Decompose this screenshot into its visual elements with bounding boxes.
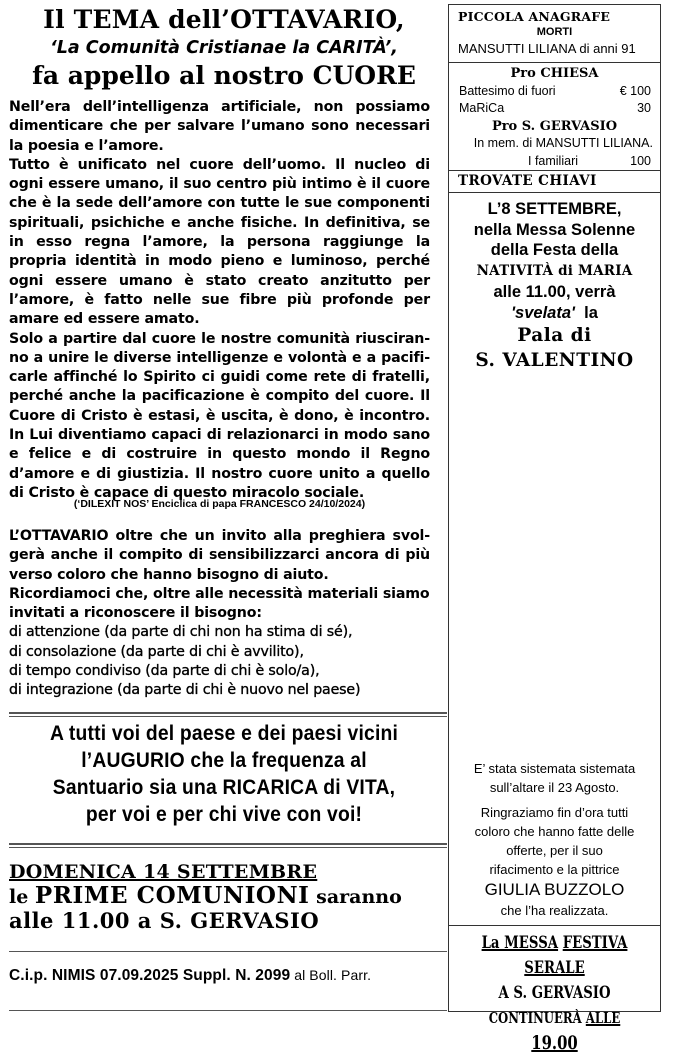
- pro-gervasio-memo: In mem. di MANSUTTI LILIANA.: [473, 136, 653, 150]
- footer-suffix: al Boll. Parr.: [290, 967, 372, 983]
- communion-text: le: [9, 886, 35, 908]
- announcement-line: nella Messa Solenne: [473, 220, 636, 239]
- divider: [9, 1010, 447, 1011]
- augurio-line: A tutti voi del paese e dei paesi vicini: [49, 722, 399, 745]
- pala-title: Pala di: [517, 325, 592, 347]
- mass-type: FESTIVA SERALE: [524, 933, 628, 978]
- thanks-line: offerte, per il suo: [506, 843, 603, 858]
- ottavario-text: [9, 527, 430, 701]
- thanks-line: coloro che hanno fatte delle: [474, 824, 635, 839]
- augurio-message: [26, 720, 422, 828]
- sidebar-divider: [448, 170, 661, 171]
- pala-announcement: [450, 199, 659, 373]
- pala-saint: S. VALENTINO: [475, 350, 634, 372]
- paragraph-ricordiamoci: Ricordiamoci che, oltre alle necessità materiali siamo invitati a riconoscere il bisogno:: [9, 585, 430, 622]
- communion-line: [9, 884, 402, 909]
- communion-title: PRIME COMUNIONI: [34, 882, 310, 909]
- footer-main: C.i.p. NIMIS 07.09.2025 Suppl. N. 2099: [9, 967, 291, 984]
- announcement-feast: NATIVITÀ di MARIA: [476, 263, 633, 280]
- restoration-note: [450, 759, 659, 920]
- need-item: di integrazione (da parte di chi è nuovo nel paese): [9, 682, 361, 699]
- citation: (‘DILEXIT NOS’ Enciclica di papa FRANCESCO 24/10/2024): [73, 498, 366, 510]
- announcement-line: della Festa della: [490, 241, 619, 260]
- donation-label: I familiari: [528, 154, 579, 168]
- publication-footer: [9, 965, 439, 986]
- paragraph-ottavario: L’OTTAVARIO oltre che un invito alla preghiera svol-gerà anche il compito di sensibilizzarci ancora di più verso coloro che hanno bisogno di aiuto.: [9, 528, 430, 583]
- mass-text: CONTINUERÀ: [488, 1009, 586, 1027]
- artist-name: GIULIA BUZZOLO: [484, 880, 625, 899]
- donation-label: Battesimo di fuori: [459, 84, 556, 98]
- morti-label: MORTI: [536, 26, 573, 38]
- divider: [9, 712, 447, 717]
- paragraph-comunita: Solo a partire dal cuore le nostre comunità riusciran-no a unire le diverse intelligenze e volontà e a pacifi-carle affinché lo Spirito ci guidi come rete di fratelli, perché anche la pacificazione è compito del cuore. Il Cuore di Cristo è estasi, è uscita, è dono, è incontro. In Lui diventiamo capaci di relazionarci in modo sano e felice e di costruire in questo mondo il Regno d’amore e di giustizia. Il nostro cuore unito a quello di Cristo è capace di questo miracolo sociale.: [9, 330, 430, 501]
- mass-title: La MESSA: [481, 933, 559, 953]
- mass-time: 19.00: [531, 1032, 578, 1054]
- pro-gervasio-title: Pro S. GERVASIO: [491, 119, 618, 134]
- need-item: di tempo condiviso (da parte di chi è solo/a),: [9, 663, 320, 680]
- sidebar-divider: [448, 925, 661, 926]
- paragraph-cuore: Tutto è unificato nel cuore dell’uomo. Il nucleo di ogni essere umano, il suo centro più intimo è il cuore che è la sede dell’amore con tutte le sue componenti spirituali, psichiche e anche fisiche. In definitiva, se in esso regna l’amore, la persona raggiunge la propria identità in modo pieno e luminoso, perché ogni essere umano è stato creato anzitutto per l’amore, è fatto nelle sue fibre più profonde per amare ed essere amato.: [9, 156, 430, 328]
- sidebar-divider: [448, 62, 661, 63]
- morti-entry: MANSUTTI LILIANA di anni 91: [458, 41, 636, 56]
- note-line: che l’ha realizzata.: [500, 903, 609, 918]
- thanks-line: Ringraziamo fin d’ora tutti: [480, 805, 629, 820]
- headline-appeal: fa appello al nostro CUORE: [32, 61, 416, 90]
- donation-amount: 100: [630, 154, 651, 168]
- divider: [9, 843, 447, 848]
- announcement-italic: 'svelata': [511, 303, 575, 322]
- pro-chiesa-list: [459, 83, 651, 117]
- donation-amount: € 100: [619, 84, 651, 98]
- need-item: di consolazione (da parte di chi è avvilito),: [9, 643, 304, 660]
- augurio-line: Santuario sia una RICARICA di VITA,: [52, 776, 396, 799]
- thanks-line: rifacimento e la pittrice: [489, 862, 620, 877]
- sidebar-divider: [448, 192, 661, 193]
- paragraph-ai: Nell’era dell’intelligenza artificiale, non possiamo dimenticare che per salvare l’umano sono necessari la poesia e l’amore.: [9, 99, 430, 154]
- mass-text: ALLE: [585, 1009, 621, 1027]
- anagrafe-title: PICCOLA ANAGRAFE: [458, 9, 611, 24]
- found-keys-notice: TROVATE CHIAVI: [458, 173, 597, 189]
- donation-row: [459, 100, 651, 117]
- donation-label: MaRiCa: [459, 101, 505, 115]
- mass-time-line: [473, 1006, 636, 1057]
- announcement-text: la: [574, 303, 598, 322]
- evening-mass-notice: [473, 931, 636, 1057]
- announcement-line: [450, 303, 659, 324]
- communion-text: saranno: [309, 886, 402, 908]
- mass-place: A S. GERVASIO: [498, 983, 611, 1003]
- announcement-line: L’8 SETTEMBRE,: [487, 200, 622, 218]
- communion-time-place: alle 11.00 a S. GERVASIO: [9, 908, 320, 933]
- note-line: E’ stata sistemata sistemata: [473, 761, 636, 776]
- pro-chiesa-title: Pro CHIESA: [510, 66, 599, 81]
- headline-title: Il TEMA dell’OTTAVARIO,: [43, 5, 405, 34]
- need-item: di attenzione (da parte di chi non ha stima di sé),: [9, 624, 353, 641]
- augurio-line: l’AUGURIO che la frequenza al: [81, 749, 367, 772]
- divider: [9, 951, 447, 952]
- headline-subtitle: ‘La Comunità Cristianae la CARITÀ’,: [50, 38, 398, 58]
- mass-line: [473, 931, 636, 981]
- announcement-line: [450, 282, 659, 303]
- donation-row: [459, 83, 651, 100]
- announcement-text: alle 11.00, verrà: [493, 282, 616, 301]
- donation-amount: 30: [637, 101, 651, 115]
- intro-text: [9, 98, 430, 503]
- augurio-line: per voi e per chi vive con voi!: [85, 803, 363, 826]
- note-line: sull’altare il 23 Agosto.: [489, 780, 620, 795]
- communion-date: DOMENICA 14 SETTEMBRE: [9, 861, 318, 883]
- first-communion-notice: [9, 860, 402, 933]
